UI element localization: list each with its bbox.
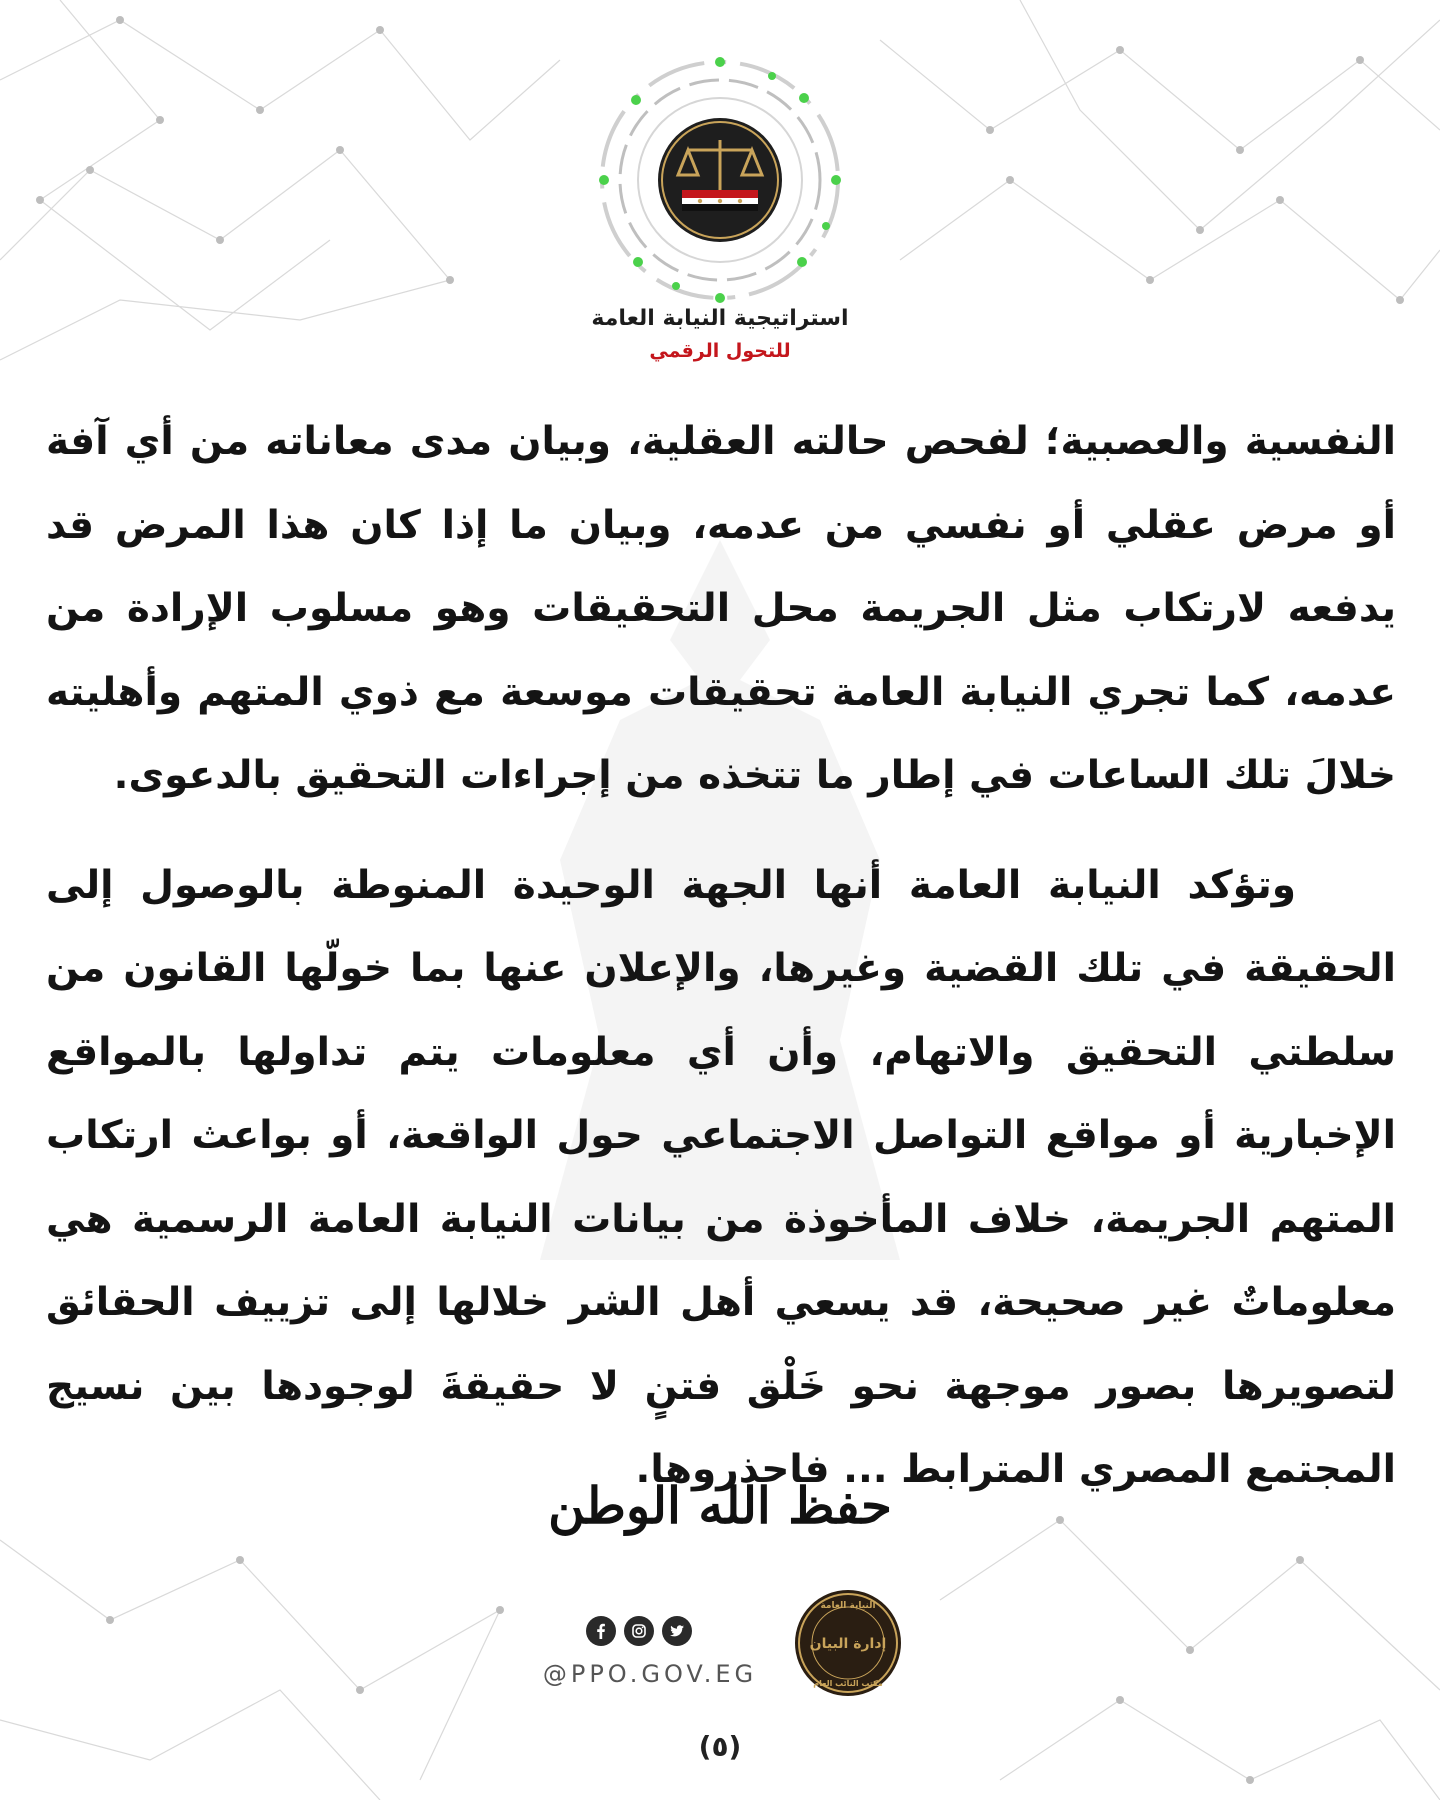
- closing-phrase: حفظ الله الوطن: [548, 1476, 892, 1535]
- facebook-icon[interactable]: [586, 1616, 616, 1646]
- seal-text-top: النيابة العامة: [820, 1601, 876, 1611]
- seal-text-bottom: مكتب النائب العام: [813, 1679, 883, 1688]
- page-number: (٥): [698, 1730, 742, 1763]
- statement-body: [46, 400, 1396, 1512]
- ppo-digital-strategy-logo: [590, 50, 850, 310]
- instagram-icon[interactable]: [624, 1616, 654, 1646]
- strategy-title: استراتيجية النيابة العامة: [591, 306, 849, 331]
- statement-paragraph-2: وتؤكد النيابة العامة أنها الجهة الوحيدة المنوطة بالوصول إلى الحقيقة في تلك القضية وغيرها، والإعلان عنها بما خولّها القانون من سلطتي التحقيق والاتهام، وأن أي معلومات يتم تداولها بالمواقع الإخبارية أو مواقع التواصل الاجتماعي حول الواقعة، أو بواعث ارتكاب المتهم الجريمة، خلاف المأخوذة من بيانات النيابة العامة الرسمية هي معلوماتٌ غير صحيحة، قد يسعي أهل الشر خلالها إلى تزييف الحقائق لتصويرها بصور موجهة نحو خَلْق فتنٍ لا حقيقةَ لوجودها بين نسيج المجتمع المصري المترابط ... فاحذروها.: [46, 862, 1396, 1492]
- statement-office-seal: [793, 1588, 903, 1698]
- website-handle[interactable]: @PPO.GOV.EG: [542, 1660, 758, 1688]
- seal-text-center: إدارة البيان: [809, 1636, 887, 1652]
- statement-paragraph-1: النفسية والعصبية؛ لفحص حالته العقلية، وبيان مدى معاناته من أي آفة أو مرض عقلي أو نفسي من عدمه، وبيان ما إذا كان هذا المرض قد يدفعه لارتكاب مثل الجريمة محل التحقيقات وهو مسلوب الإرادة من عدمه، كما تجري النيابة العامة تحقيقات موسعة مع ذوي المتهم وأهليته خلالَ تلك الساعات في إطار ما تتخذه من إجراءات التحقيق بالدعوى.: [46, 419, 1396, 798]
- social-icons: [586, 1616, 716, 1652]
- twitter-icon[interactable]: [662, 1616, 692, 1646]
- strategy-subtitle: للتحول الرقمي: [649, 340, 791, 362]
